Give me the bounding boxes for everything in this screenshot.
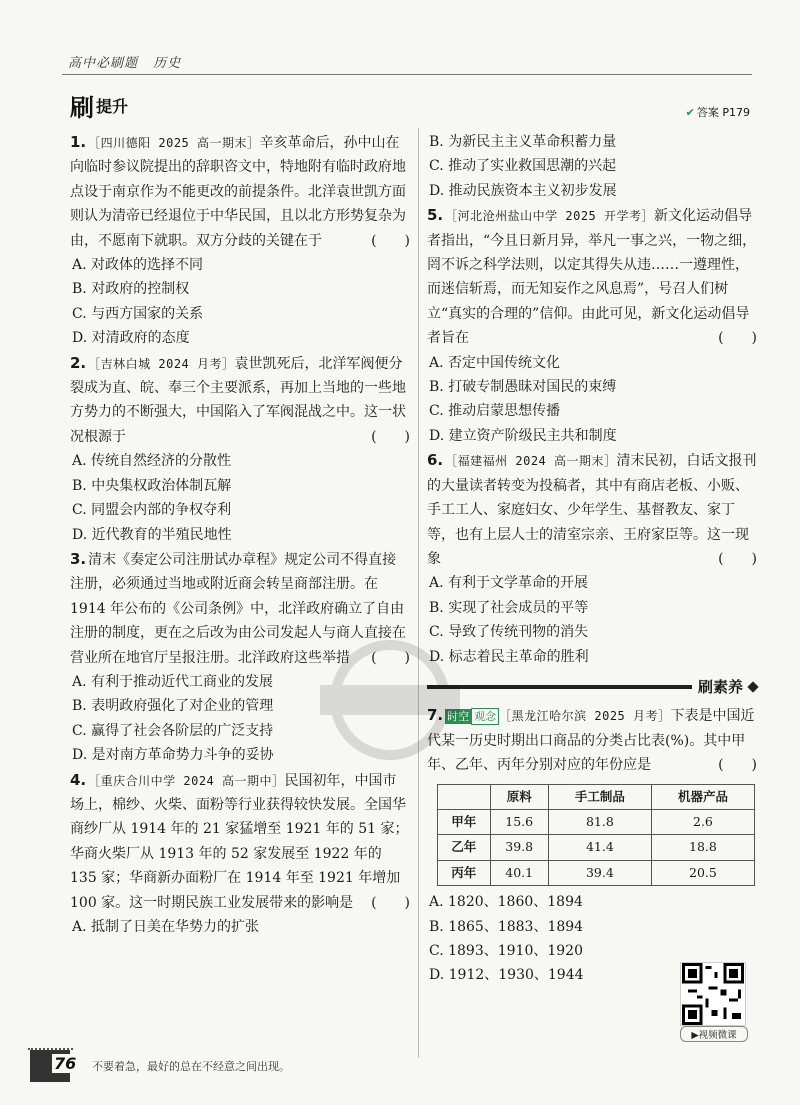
left-column — [70, 130, 410, 939]
question-2 — [70, 351, 410, 547]
answer-reference-text: 答案 P179 — [696, 106, 750, 119]
header-divider — [62, 74, 752, 75]
option: D. 对清政府的态度 — [72, 330, 190, 347]
question-6 — [427, 448, 757, 669]
question-stem: 袁世凯死后，北洋军阀便分裂成为直、皖、奉三个主要派系，再加上当地的一些地方势力的不断强大，中国陷入了军阀混战之中。这一状况根源于 — [70, 355, 406, 445]
question-source: ［河北沧州盐山中学 2025 开学考］ — [445, 209, 654, 224]
option: C. 1893、1910、1920 — [429, 943, 583, 959]
table-cell: 15.6 — [490, 809, 548, 834]
table-cell: 41.4 — [548, 835, 651, 860]
table-header: 机器产品 — [651, 784, 754, 809]
option: C. 导致了传统刊物的消失 — [429, 624, 589, 641]
question-stem: 下表是中国近代某一历史时期出口商品的分类占比表(%)。其中甲年、乙年、丙年分别对应的年份应是 — [427, 708, 755, 774]
question-number: 5. — [427, 206, 444, 225]
option: C. 与西方国家的关系 — [72, 305, 204, 322]
table-cell: 18.8 — [651, 835, 754, 860]
option: D. 标志着民主革命的胜利 — [429, 648, 589, 665]
answer-blank: ( ) — [718, 757, 757, 774]
table-header: 原料 — [490, 784, 548, 809]
question-number: 4. — [70, 770, 87, 789]
option: D. 1912、1930、1944 — [429, 967, 584, 984]
question-source: ［福建福州 2024 高一期末］ — [445, 454, 617, 469]
answer-blank: ( ) — [371, 428, 410, 445]
question-1 — [70, 130, 410, 351]
question-number: 1. — [70, 133, 87, 151]
section-title-small: 提升 — [96, 97, 129, 116]
section-title — [70, 88, 128, 123]
table-cell: 甲年 — [438, 809, 491, 834]
question-number: 7. — [427, 706, 444, 725]
answer-reference — [686, 104, 750, 120]
answer-blank: ( ) — [371, 894, 410, 911]
tag-spacetime: 时空 — [447, 710, 470, 724]
option: B. 为新民主主义革命积蓄力量 — [429, 134, 617, 150]
banner-line — [427, 685, 692, 689]
table-row — [438, 809, 755, 834]
table-cell: 丙年 — [438, 860, 491, 885]
table-row — [438, 860, 755, 885]
video-lesson-label[interactable] — [680, 1026, 748, 1042]
option: C. 推动启蒙思想传播 — [429, 403, 561, 420]
option: B. 实现了社会成员的平等 — [429, 599, 589, 616]
question-4 — [70, 768, 410, 940]
export-table — [437, 784, 755, 887]
option: D. 近代教育的半殖民地性 — [72, 526, 232, 543]
answer-blank: ( ) — [371, 232, 410, 249]
option: D. 建立资产阶级民主共和制度 — [429, 427, 617, 444]
right-column — [427, 130, 757, 988]
option: C. 推动了实业救国思潮的兴起 — [429, 158, 617, 175]
question-source: ［黑龙江哈尔滨 2025 月考］ — [499, 709, 671, 724]
question-stem: 清末《奏定公司注册试办章程》规定公司不得直接注册，必须通过当地或附近商会转呈商部注册。在 1914 年公布的《公司条例》中，北洋政府确立了自由注册的制度，更在之后改为由公司发起人与商人直接在营业所在地官厅呈报注册。北洋政府这些举措 — [70, 551, 406, 666]
table-cell: 81.8 — [548, 809, 651, 834]
option: A. 抵制了日美在华势力的扩张 — [72, 919, 260, 935]
question-source: ［吉林白城 2024 月考］ — [88, 356, 235, 371]
option: B. 打破专制愚昧对国民的束缚 — [429, 379, 617, 396]
option: C. 赢得了社会各阶层的广泛支持 — [72, 722, 274, 739]
question-5 — [427, 203, 757, 448]
table-header — [438, 784, 491, 809]
option: D. 是对南方革命势力斗争的妥协 — [72, 747, 274, 764]
question-number: 6. — [427, 451, 444, 470]
table-header: 手工制品 — [548, 784, 651, 809]
running-header — [68, 52, 191, 71]
option: A. 否定中国传统文化 — [429, 354, 561, 371]
question-3 — [70, 547, 410, 768]
option: C. 同盟会内部的争权夺利 — [72, 502, 232, 519]
option: A. 有利于推动近代工商业的发展 — [72, 673, 274, 690]
answer-blank: ( ) — [718, 550, 757, 567]
question-stem: 辛亥革命后，孙中山在向临时参议院提出的辞职咨文中，特地附有临时政府地点设于南京作为不能更改的前提条件。北洋袁世凯方面则认为清帝已经退位于中华民国，且以北方形势复杂为由，不愿南下就职。双方分歧的关键在于 — [70, 135, 406, 249]
question-stem: 清末民初，白话文报刊的大量读者转变为投稿者，其中有商店老板、小贩、手工工人、家庭妇女、少年学生、基督教友、家丁等，也有上层人士的清室宗亲、王府家臣等。这一现象 — [427, 453, 757, 567]
tag-concept: 观念 — [471, 708, 499, 725]
option: B. 对政府的控制权 — [72, 281, 190, 298]
column-divider — [418, 128, 419, 1058]
table-cell: 39.4 — [548, 860, 651, 885]
check-icon: ✔ — [685, 106, 695, 119]
table-header-row — [438, 784, 755, 809]
table-cell: 20.5 — [651, 860, 754, 885]
question-source: ［重庆合川中学 2024 高一期中］ — [88, 773, 285, 788]
question-7 — [427, 703, 757, 987]
question-4-continued — [427, 130, 757, 203]
question-source: ［四川德阳 2025 高一期末］ — [88, 136, 260, 150]
qr-code[interactable] — [680, 962, 746, 1026]
option: B. 表明政府强化了对企业的管理 — [72, 698, 274, 715]
video-label-text: 视频微课 — [698, 1030, 737, 1041]
table-cell: 乙年 — [438, 835, 491, 860]
option: A. 传统自然经济的分散性 — [72, 453, 232, 470]
option: B. 1865、1883、1894 — [429, 918, 584, 935]
option: B. 中央集权政治体制瓦解 — [72, 477, 232, 494]
section-banner-label: 刷素养 — [697, 677, 743, 696]
option: A. 对政体的选择不同 — [72, 257, 204, 274]
option: D. 推动民族资本主义初步发展 — [429, 182, 617, 199]
option: A. 1820、1860、1894 — [429, 894, 583, 911]
play-icon: ▶ — [691, 1030, 699, 1041]
table-row — [438, 835, 755, 860]
question-stem: 民国初年，中国市场上，棉纱、火柴、面粉等行业获得较快发展。全国华商纱厂从 1914 年的 21 家猛增至 1921 年的 51 家；华商火柴厂从 1913 年的 52 家发展至 1922 年的 135 家；华商新办面粉厂在 1914 年至 1921 年增加 100 家。这一时期民族工业发展带来的影响是 — [70, 772, 409, 911]
answer-blank: ( ) — [718, 330, 757, 347]
subject-title: 历史 — [153, 56, 182, 71]
option: A. 有利于文学革命的开展 — [429, 575, 589, 592]
table-cell: 40.1 — [490, 860, 548, 885]
section-banner — [427, 675, 757, 699]
question-number: 3. — [70, 549, 87, 568]
question-number: 2. — [70, 353, 87, 372]
table-cell: 2.6 — [651, 809, 754, 834]
table-cell: 39.8 — [490, 835, 548, 860]
banner-diamond-icon — [747, 681, 758, 692]
page-number: 76 — [54, 1054, 77, 1073]
answer-blank: ( ) — [371, 649, 410, 666]
section-title-big: 刷 — [70, 94, 94, 122]
book-title: 高中必刷题 — [68, 56, 139, 71]
footer-motto: 不要着急，最好的总在不经意之间出现。 — [92, 1060, 290, 1073]
question-stem: 新文化运动倡导者指出，“今且日新月异，举凡一事之兴，一物之细，罔不诉之科学法则，以定其得失从违……一遵理性，而迷信斩焉，而无知妄作之风息焉”，号召人们树立“真实的合理的”信仰。由此可见，新文化运动倡导者旨在 — [427, 208, 757, 347]
